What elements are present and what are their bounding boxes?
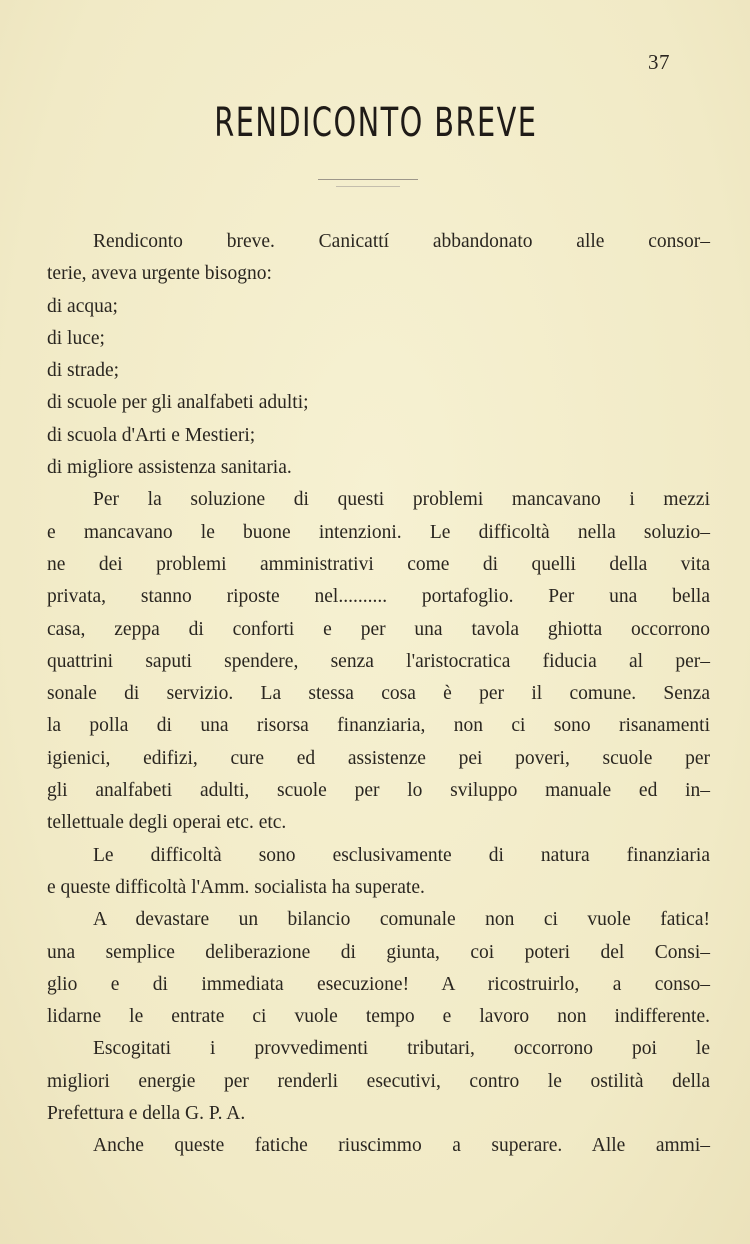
text-line: di strade; — [47, 360, 120, 382]
text-line: privata, stanno riposte nel.......... portafoglio. Per una bella — [47, 586, 710, 608]
text-line: di acqua; — [47, 295, 118, 317]
text-line: ne dei problemi amministrativi come di quelli della vita — [47, 553, 710, 575]
title-divider-secondary — [336, 186, 400, 187]
text-line: Rendiconto breve. Canicattí abbandonato alle consor– — [93, 231, 710, 252]
text-line: igienici, edifizi, cure ed assistenze pei poveri, scuole per — [47, 747, 710, 769]
body-text — [47, 226, 710, 1163]
text-line: Anche queste fatiche riuscimmo a superare. Alle ammi– — [93, 1135, 710, 1157]
text-line: di scuola d'Arti e Mestieri; — [47, 424, 256, 446]
text-line: la polla di una risorsa finanziaria, non ci sono risanamenti — [47, 715, 710, 737]
text-line: casa, zeppa di conforti e per una tavola ghiotta occorrono — [47, 618, 710, 640]
text-line: lidarne le entrate ci vuole tempo e lavoro non indifferente. — [47, 1006, 710, 1028]
text-line: sonale di servizio. La stessa cosa è per il comune. Senza — [47, 683, 710, 705]
page-number: 37 — [648, 50, 670, 74]
text-line: terie, aveva urgente bisogno: — [47, 263, 272, 285]
text-line: migliori energie per renderli esecutivi, contro le ostilità della — [47, 1070, 710, 1092]
text-line: Le difficoltà sono esclusivamente di natura finanziaria — [93, 844, 710, 866]
text-line: tellettuale degli operai etc. etc. — [47, 812, 287, 834]
text-line: di luce; — [47, 327, 105, 349]
text-line: Per la soluzione di questi problemi mancavano i mezzi — [93, 489, 710, 511]
page-title: RENDICONTO BREVE — [214, 100, 538, 146]
title-divider — [318, 179, 418, 180]
text-line: Prefettura e della G. P. A. — [47, 1103, 246, 1125]
text-line: e queste difficoltà l'Amm. socialista ha superate. — [47, 876, 425, 898]
text-line: glio e di immediata esecuzione! A ricostruirlo, a conso– — [47, 973, 710, 995]
text-line: gli analfabeti adulti, scuole per lo sviluppo manuale ed in– — [47, 780, 710, 802]
text-line: e mancavano le buone intenzioni. Le difficoltà nella soluzio– — [47, 521, 710, 543]
text-line: di scuole per gli analfabeti adulti; — [47, 392, 309, 414]
text-line: A devastare un bilancio comunale non ci vuole fatica! — [93, 909, 710, 931]
text-line: di migliore assistenza sanitaria. — [47, 457, 292, 479]
text-line: Escogitati i provvedimenti tributari, occorrono poi le — [93, 1038, 710, 1060]
text-line: una semplice deliberazione di giunta, coi poteri del Consi– — [47, 941, 710, 963]
text-line: quattrini saputi spendere, senza l'aristocratica fiducia al per– — [47, 650, 710, 672]
